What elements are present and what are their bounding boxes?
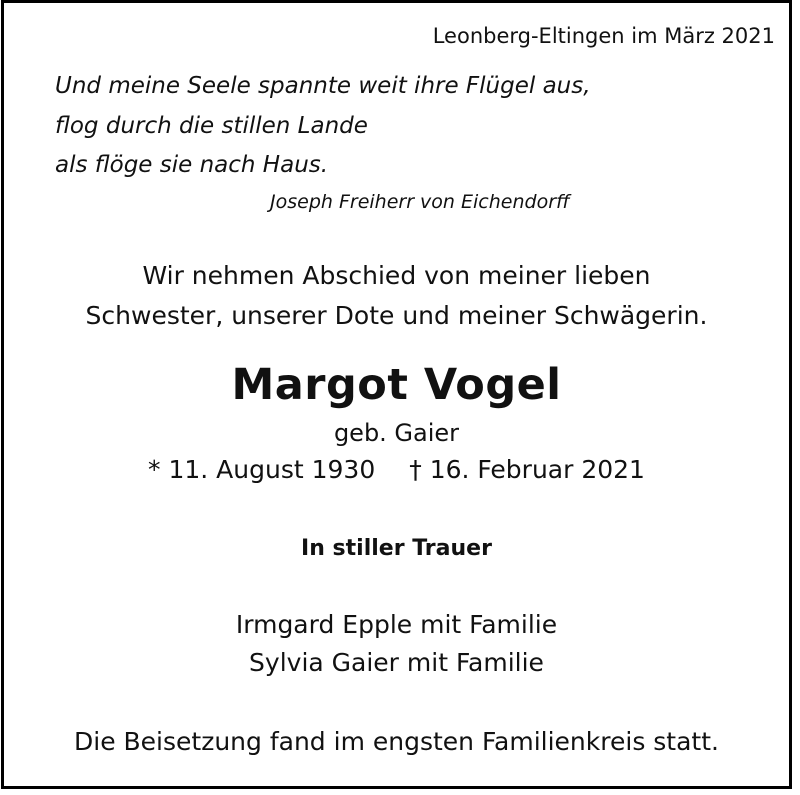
place-date: Leonberg-Eltingen im März 2021 (432, 24, 775, 48)
poem-author: Joseph Freiherr von Eichendorff (270, 191, 570, 213)
maiden-name: geb. Gaier (333, 419, 460, 447)
deceased-name: Margot Vogel (231, 360, 562, 410)
intro-line-2: Schwester, unserer Dote und meiner Schwägerin. (85, 301, 708, 330)
poem-line-1: Und meine Seele spannte weit ihre Flügel aus, (55, 73, 591, 99)
life-dates (4, 455, 789, 484)
birth-date: * 11. August 1930 (148, 455, 376, 484)
mourner-1: Irmgard Epple mit Familie (235, 610, 558, 639)
intro-line-1: Wir nehmen Abschied von meiner lieben (142, 261, 651, 290)
poem-line-3: als flöge sie nach Haus. (55, 152, 329, 178)
mourner-2: Sylvia Gaier mit Familie (249, 648, 544, 677)
mourning-heading: In stiller Trauer (301, 536, 492, 561)
obituary-notice (1, 0, 792, 789)
closing-note: Die Beisetzung fand im engsten Familienkreis statt. (74, 727, 719, 756)
poem-line-2: flog durch die stillen Lande (55, 113, 368, 139)
death-date: † 16. Februar 2021 (409, 455, 645, 484)
